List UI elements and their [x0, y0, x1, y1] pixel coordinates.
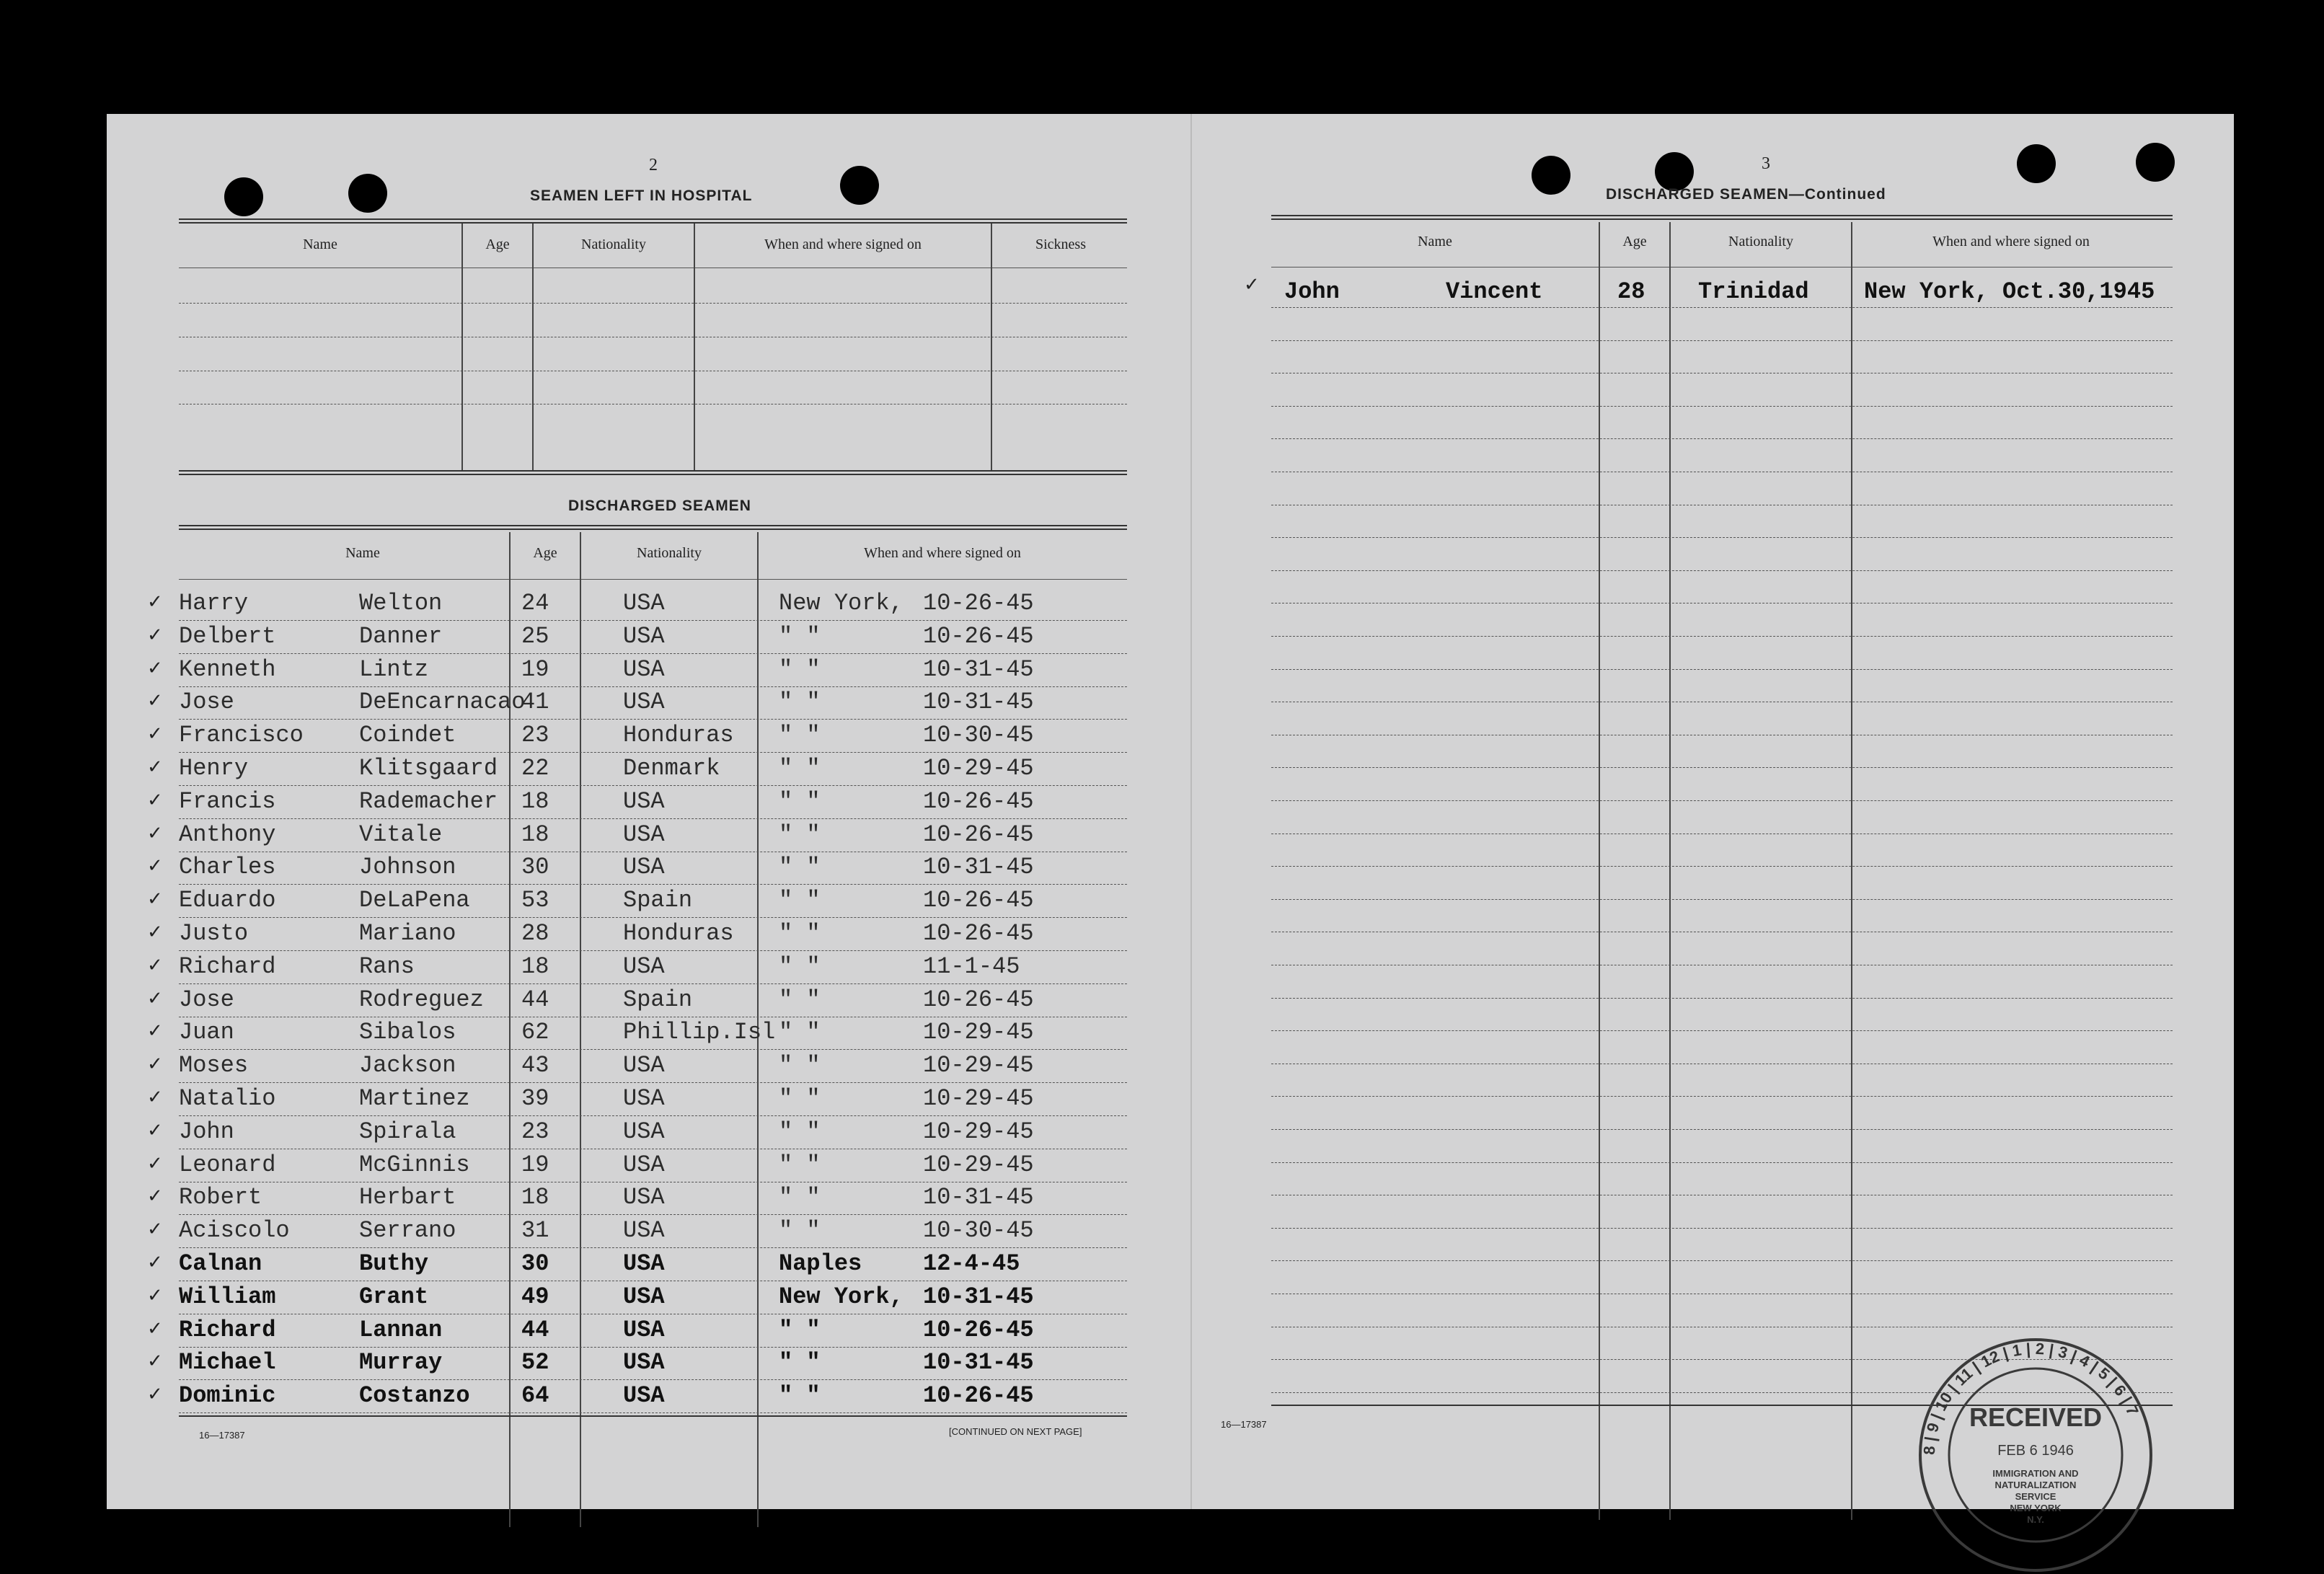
signed-on-place: " " [779, 986, 821, 1013]
seaman-nationality: USA [623, 1250, 665, 1277]
seaman-first-name: Dominic [179, 1382, 276, 1409]
seaman-age: 30 [521, 854, 549, 880]
seaman-nationality: USA [623, 656, 665, 683]
signed-on-place: " " [779, 1184, 821, 1211]
seaman-age: 30 [521, 1250, 549, 1277]
page-number: 2 [649, 156, 658, 174]
signed-on-date: 10-31-45 [923, 1283, 1034, 1310]
signed-on-place: " " [779, 854, 821, 880]
discharged-heading: DISCHARGED SEAMEN [568, 498, 751, 514]
signed-on-place: New York, [779, 590, 903, 616]
seaman-nationality: Honduras [623, 722, 734, 748]
seaman-age: 19 [521, 656, 549, 683]
signed-on-date: 10-26-45 [923, 887, 1034, 914]
signed-on-place: Naples [779, 1250, 862, 1277]
seaman-age: 49 [521, 1283, 549, 1310]
seaman-last-name: Vincent [1446, 278, 1543, 305]
seaman-age: 23 [521, 1118, 549, 1145]
signed-on-date: 10-26-45 [923, 788, 1034, 815]
seaman-last-name: Serrano [359, 1217, 456, 1244]
stamp-line: IMMIGRATION AND [1992, 1468, 2079, 1479]
discharged-continued-heading: DISCHARGED SEAMEN—Continued [1606, 186, 1886, 203]
signed-on-place: " " [779, 953, 821, 980]
discharged-col-age: Age [533, 545, 557, 561]
signed-on-date: 10-29-45 [923, 755, 1034, 782]
checkmark-icon: ✓ [147, 1285, 163, 1306]
signed-on-place: " " [779, 1052, 821, 1079]
signed-on-date: 10-31-45 [923, 1184, 1034, 1211]
signed-on-date: 10-29-45 [923, 1151, 1034, 1178]
seaman-first-name: Francis [179, 788, 276, 815]
signed-on-place: " " [779, 689, 821, 715]
checkmark-icon: ✓ [147, 1153, 163, 1175]
seaman-last-name: Danner [359, 623, 443, 650]
hospital-col-signed: When and where signed on [764, 236, 922, 252]
seaman-first-name: Jose [179, 689, 234, 715]
signed-on-place: New York, [779, 1283, 903, 1310]
discharged-col-signed: When and where signed on [864, 545, 1021, 561]
seaman-last-name: DeEncarnacao [359, 689, 526, 715]
seaman-age: 18 [521, 821, 549, 848]
signed-on-place: " " [779, 755, 821, 782]
form-number: 16—17387 [1221, 1419, 1267, 1430]
seaman-last-name: McGinnis [359, 1151, 470, 1178]
stamp-line: NATURALIZATION [1994, 1480, 2077, 1490]
seaman-first-name: William [179, 1283, 276, 1310]
hospital-col-nationality: Nationality [581, 236, 646, 252]
seaman-first-name: Michael [179, 1349, 276, 1376]
signed-on-date: 11-1-45 [923, 953, 1020, 980]
checkmark-icon: ✓ [147, 1318, 163, 1340]
hospital-heading: SEAMEN LEFT IN HOSPITAL [530, 187, 753, 204]
right-col-signed: When and where signed on [1932, 234, 2090, 249]
seaman-nationality: USA [623, 689, 665, 715]
right-page [1192, 114, 2234, 1509]
seaman-age: 64 [521, 1382, 549, 1409]
signed-on-date: 12-4-45 [923, 1250, 1020, 1277]
signed-on-place: " " [779, 1019, 821, 1045]
seaman-nationality: USA [623, 1283, 665, 1310]
checkmark-icon: ✓ [147, 658, 163, 679]
seaman-nationality: USA [623, 953, 665, 980]
signed-on-place: " " [779, 656, 821, 683]
seaman-first-name: Calnan [179, 1250, 262, 1277]
seaman-nationality: USA [623, 623, 665, 650]
signed-on-place: " " [779, 920, 821, 947]
seaman-first-name: Robert [179, 1184, 262, 1211]
seaman-first-name: Juan [179, 1019, 234, 1045]
hospital-col-name: Name [303, 236, 337, 252]
right-col-name: Name [1418, 234, 1452, 249]
checkmark-icon: ✓ [147, 855, 163, 877]
seaman-first-name: Justo [179, 920, 249, 947]
seaman-last-name: Vitale [359, 821, 443, 848]
seaman-age: 28 [1617, 278, 1645, 305]
checkmark-icon: ✓ [147, 1087, 163, 1108]
signed-on-date: 10-31-45 [923, 1349, 1034, 1376]
checkmark-icon: ✓ [147, 1120, 163, 1141]
seaman-last-name: Sibalos [359, 1019, 456, 1045]
page-number: 3 [1762, 154, 1770, 173]
signed-on-place: " " [779, 1382, 821, 1409]
seaman-nationality: Phillip.Isl [623, 1019, 776, 1045]
seaman-first-name: Eduardo [179, 887, 276, 914]
seaman-age: 28 [521, 920, 549, 947]
checkmark-icon: ✓ [147, 1053, 163, 1075]
signed-on-place: " " [779, 887, 821, 914]
checkmark-icon: ✓ [1244, 274, 1260, 296]
seaman-nationality: USA [623, 590, 665, 616]
seaman-nationality: USA [623, 854, 665, 880]
signed-on-date: 10-31-45 [923, 854, 1034, 880]
seaman-nationality: USA [623, 1085, 665, 1112]
seaman-nationality: USA [623, 1217, 665, 1244]
seaman-last-name: Herbart [359, 1184, 456, 1211]
seaman-last-name: Jackson [359, 1052, 456, 1079]
continued-note: [CONTINUED ON NEXT PAGE] [949, 1426, 1082, 1437]
checkmark-icon: ✓ [147, 790, 163, 811]
seaman-age: 43 [521, 1052, 549, 1079]
seaman-last-name: Rodreguez [359, 986, 484, 1013]
checkmark-icon: ✓ [147, 591, 163, 613]
checkmark-icon: ✓ [147, 624, 163, 646]
checkmark-icon: ✓ [147, 921, 163, 943]
checkmark-icon: ✓ [147, 1252, 163, 1273]
svg-text:8 | 9 | 10 | 11 | 12 | 1 | 2 | [1920, 1340, 2142, 1455]
seaman-first-name: John [179, 1118, 234, 1145]
seaman-last-name: Lannan [359, 1317, 443, 1343]
stamp-line: NEW YORK [2010, 1503, 2062, 1513]
seaman-first-name: Richard [179, 1317, 276, 1343]
stamp-ring-numbers: 8 | 9 | 10 | 11 | 12 | 1 | 2 | 3 | 4 | 5 | 6 | 7 [1919, 1339, 2142, 1456]
signed-on-place: " " [779, 1085, 821, 1112]
seaman-last-name: Spirala [359, 1118, 456, 1145]
seaman-last-name: Grant [359, 1283, 429, 1310]
seaman-nationality: USA [623, 1184, 665, 1211]
signed-on-date: 10-29-45 [923, 1052, 1034, 1079]
seaman-nationality: USA [623, 1118, 665, 1145]
seaman-nationality: USA [623, 1349, 665, 1376]
seaman-first-name: Charles [179, 854, 276, 880]
seaman-nationality: Denmark [623, 755, 720, 782]
seaman-last-name: Buthy [359, 1250, 429, 1277]
seaman-first-name: Aciscolo [179, 1217, 290, 1244]
seaman-nationality: Spain [623, 887, 693, 914]
checkmark-icon: ✓ [147, 1350, 163, 1372]
checkmark-icon: ✓ [147, 1020, 163, 1042]
signed-on-place: " " [779, 821, 821, 848]
checkmark-icon: ✓ [147, 1185, 163, 1207]
signed-on-date: 10-29-45 [923, 1085, 1034, 1112]
seaman-age: 18 [521, 788, 549, 815]
seaman-nationality: Trinidad [1698, 278, 1809, 305]
checkmark-icon: ✓ [147, 756, 163, 778]
seaman-age: 18 [521, 1184, 549, 1211]
signed-on-place: " " [779, 722, 821, 748]
signed-on-date: 10-26-45 [923, 590, 1034, 616]
seaman-last-name: Murray [359, 1349, 443, 1376]
stamp-date: FEB 6 1946 [1997, 1443, 2074, 1459]
left-page [107, 114, 1188, 1509]
hospital-col-age: Age [485, 236, 510, 252]
form-number: 16—17387 [199, 1430, 245, 1441]
seaman-age: 23 [521, 722, 549, 748]
seaman-age: 18 [521, 953, 549, 980]
right-col-age: Age [1622, 234, 1647, 249]
signed-on-place: " " [779, 1317, 821, 1343]
seaman-first-name: Leonard [179, 1151, 276, 1178]
signed-on-place: " " [779, 1151, 821, 1178]
right-col-nationality: Nationality [1728, 234, 1793, 249]
seaman-age: 62 [521, 1019, 549, 1045]
discharged-col-name: Name [345, 545, 380, 561]
stamp-received: RECEIVED [1969, 1402, 2103, 1432]
checkmark-icon: ✓ [147, 690, 163, 712]
seaman-age: 44 [521, 1317, 549, 1343]
seaman-age: 19 [521, 1151, 549, 1178]
seaman-nationality: USA [623, 1382, 665, 1409]
seaman-nationality: USA [623, 788, 665, 815]
seaman-first-name: Harry [179, 590, 249, 616]
seaman-first-name: Francisco [179, 722, 304, 748]
seaman-last-name: Mariano [359, 920, 456, 947]
signed-on-date: 10-31-45 [923, 689, 1034, 715]
signed-on-place: " " [779, 623, 821, 650]
seaman-age: 39 [521, 1085, 549, 1112]
seaman-nationality: USA [623, 821, 665, 848]
seaman-last-name: Martinez [359, 1085, 470, 1112]
checkmark-icon: ✓ [147, 955, 163, 976]
signed-on-date: 10-26-45 [923, 986, 1034, 1013]
signed-on-date: 10-30-45 [923, 722, 1034, 748]
signed-on-place: " " [779, 1217, 821, 1244]
stamp-line: N.Y. [2027, 1514, 2044, 1525]
seaman-last-name: Welton [359, 590, 443, 616]
seaman-first-name: Anthony [179, 821, 276, 848]
signed-on-date: 10-29-45 [923, 1019, 1034, 1045]
seaman-first-name: Jose [179, 986, 234, 1013]
seaman-age: 25 [521, 623, 549, 650]
signed-on-place: " " [779, 1118, 821, 1145]
checkmark-icon: ✓ [147, 1384, 163, 1405]
seaman-last-name: Rans [359, 953, 415, 980]
signed-on-date: 10-29-45 [923, 1118, 1034, 1145]
seaman-first-name: Kenneth [179, 656, 276, 683]
signed-on-date: 10-26-45 [923, 623, 1034, 650]
seaman-last-name: Klitsgaard [359, 755, 498, 782]
seaman-age: 31 [521, 1217, 549, 1244]
signed-on-date: 10-26-45 [923, 821, 1034, 848]
seaman-age: 52 [521, 1349, 549, 1376]
seaman-nationality: USA [623, 1317, 665, 1343]
seaman-last-name: DeLaPena [359, 887, 470, 914]
checkmark-icon: ✓ [147, 1219, 163, 1240]
checkmark-icon: ✓ [147, 888, 163, 910]
seaman-first-name: Richard [179, 953, 276, 980]
seaman-age: 44 [521, 986, 549, 1013]
seaman-nationality: Honduras [623, 920, 734, 947]
document-sheet [107, 114, 2234, 1525]
checkmark-icon: ✓ [147, 988, 163, 1009]
signed-on-date: 10-26-45 [923, 920, 1034, 947]
seaman-nationality: Spain [623, 986, 693, 1013]
seaman-last-name: Johnson [359, 854, 456, 880]
seaman-first-name: Natalio [179, 1085, 276, 1112]
seaman-first-name: Henry [179, 755, 249, 782]
checkmark-icon: ✓ [147, 723, 163, 745]
signed-on-date: 10-31-45 [923, 656, 1034, 683]
signed-on-place: " " [779, 788, 821, 815]
hospital-col-sickness: Sickness [1035, 236, 1086, 252]
stamp-line: SERVICE [2015, 1491, 2056, 1502]
seaman-nationality: USA [623, 1052, 665, 1079]
seaman-first-name: John [1284, 278, 1340, 305]
signed-on-place: " " [779, 1349, 821, 1376]
seaman-nationality: USA [623, 1151, 665, 1178]
seaman-age: 53 [521, 887, 549, 914]
seaman-age: 24 [521, 590, 549, 616]
seaman-last-name: Lintz [359, 656, 429, 683]
seaman-first-name: Delbert [179, 623, 276, 650]
seaman-first-name: Moses [179, 1052, 249, 1079]
received-stamp [1917, 1336, 2155, 1574]
signed-on-date: 10-26-45 [923, 1317, 1034, 1343]
signed-on-date: 10-30-45 [923, 1217, 1034, 1244]
signed-on-date: 10-26-45 [923, 1382, 1034, 1409]
signed-on: New York, Oct.30,1945 [1864, 278, 2155, 305]
seaman-age: 22 [521, 755, 549, 782]
seaman-last-name: Costanzo [359, 1382, 470, 1409]
checkmark-icon: ✓ [147, 823, 163, 844]
seaman-age: 41 [521, 689, 549, 715]
discharged-col-nationality: Nationality [637, 545, 702, 561]
seaman-last-name: Coindet [359, 722, 456, 748]
seaman-last-name: Rademacher [359, 788, 498, 815]
